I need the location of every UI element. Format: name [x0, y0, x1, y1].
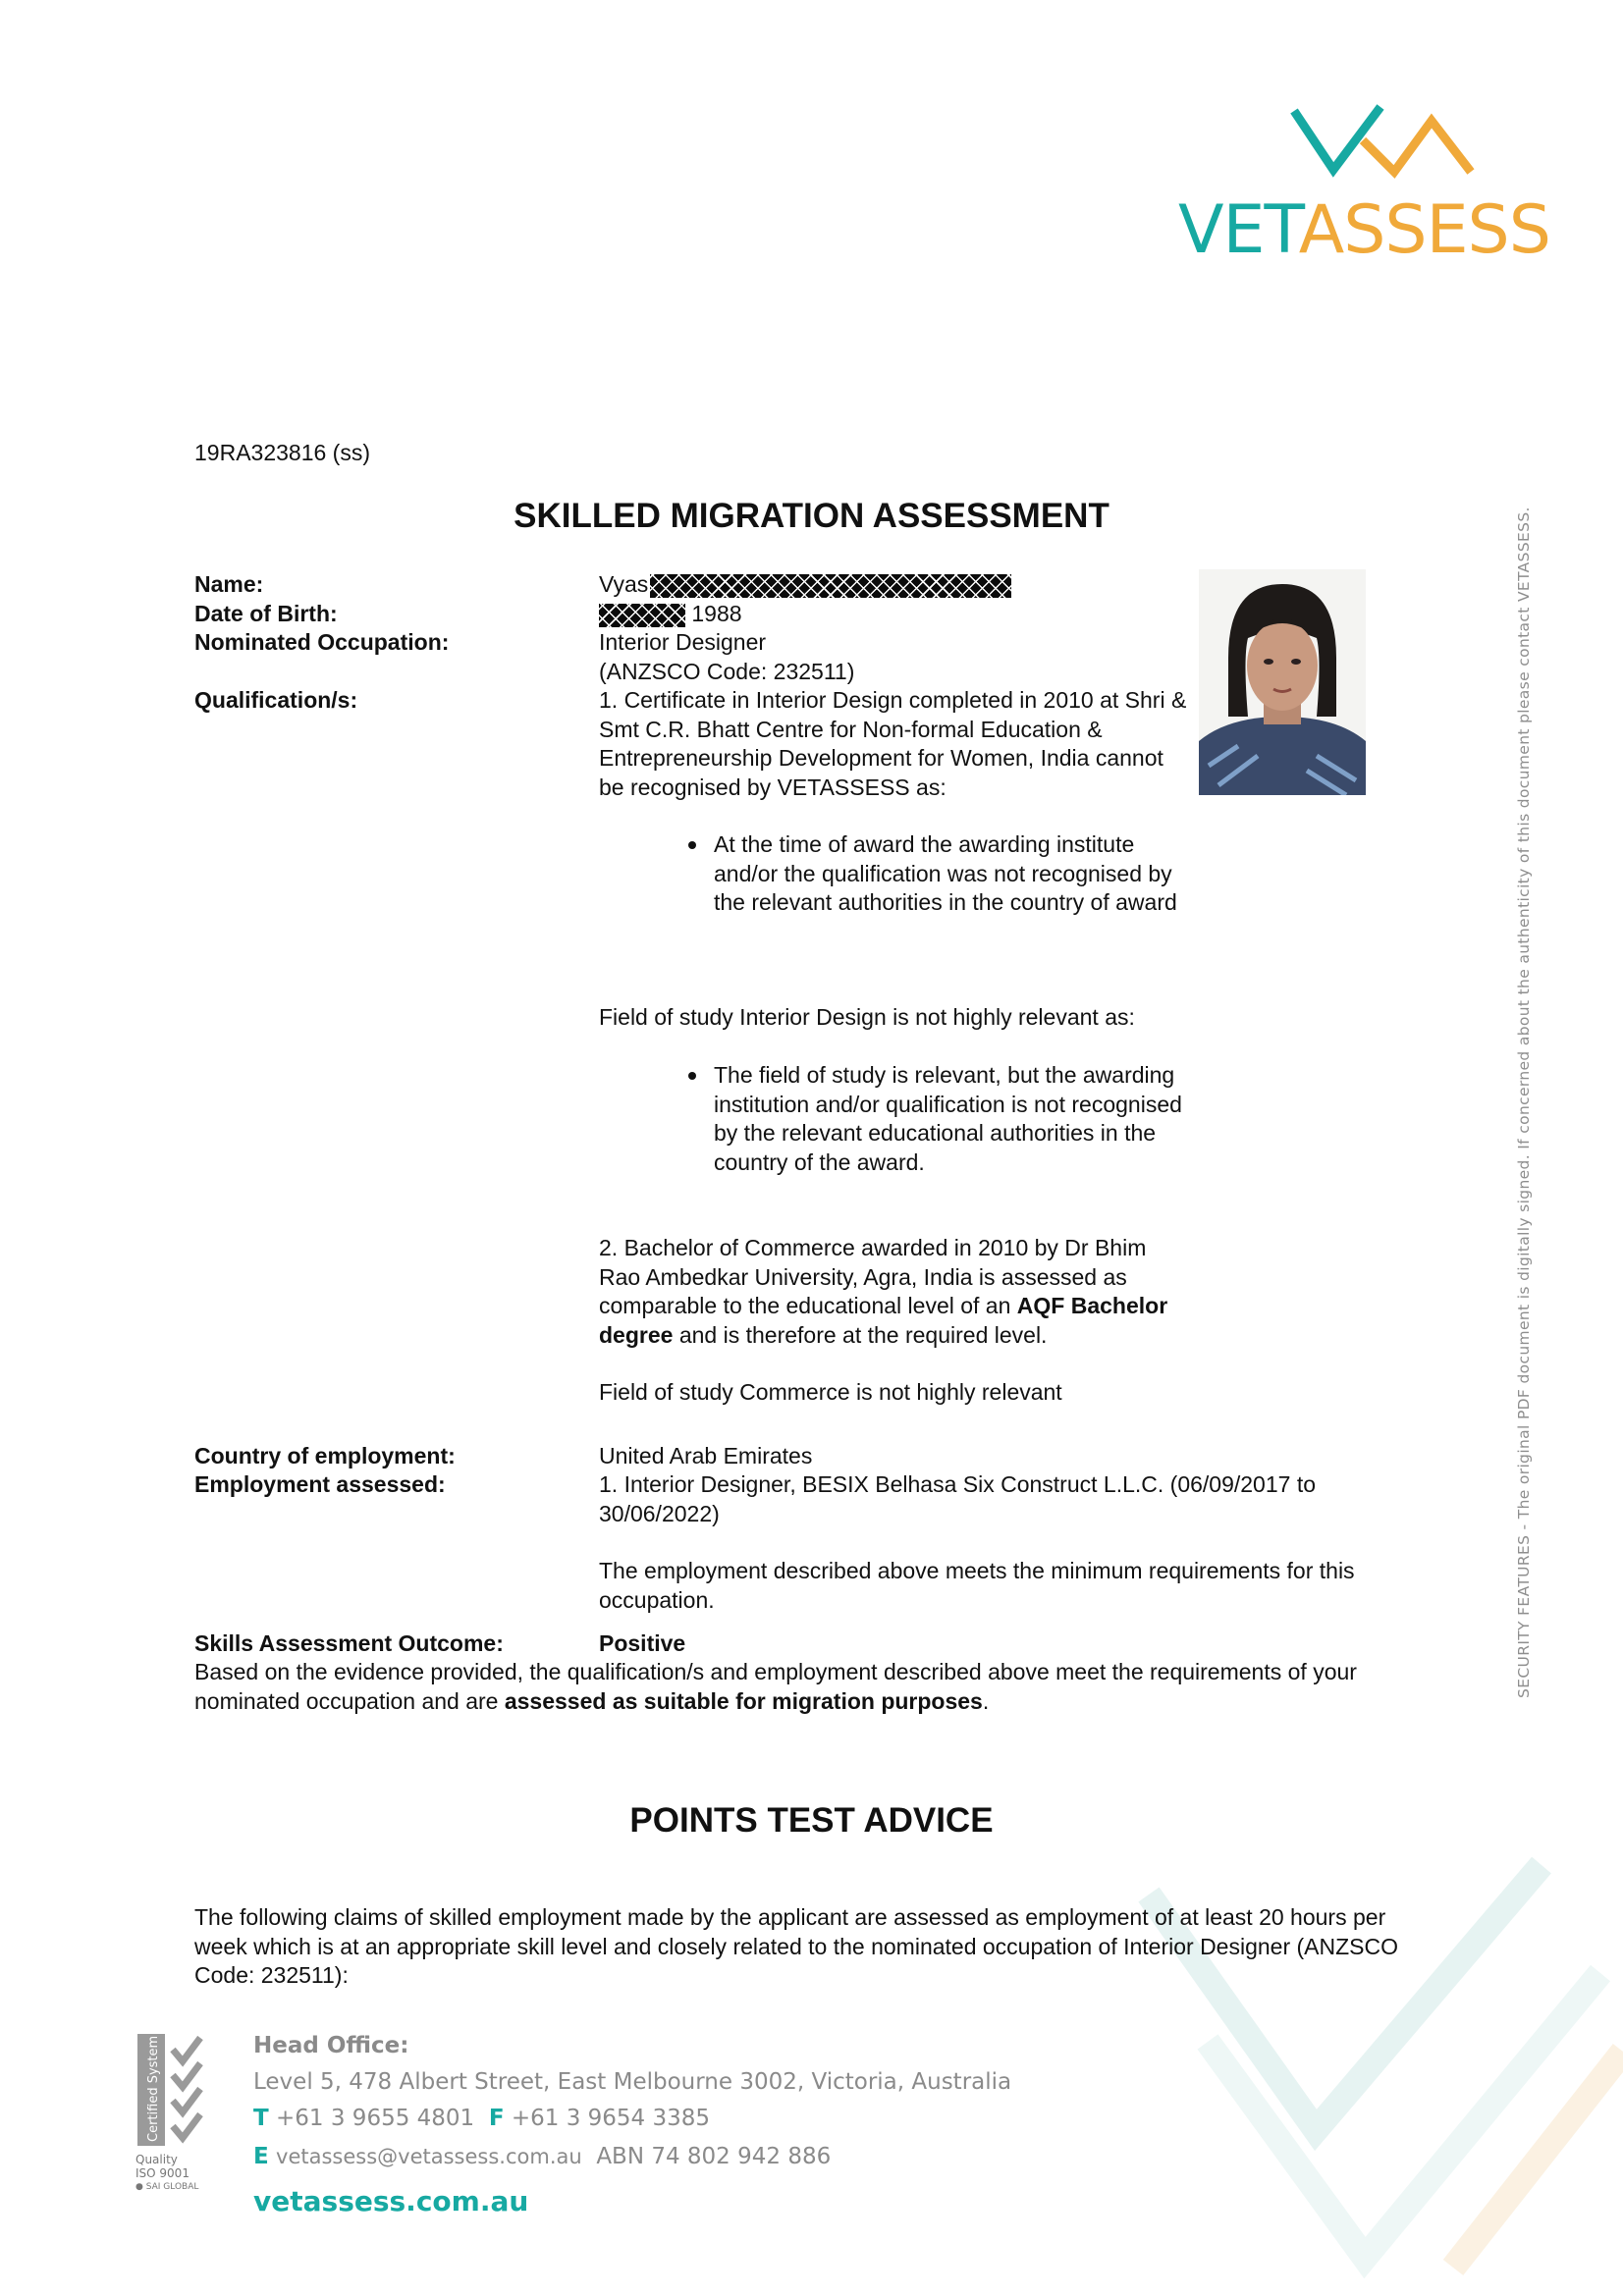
applicant-photo	[1199, 569, 1366, 795]
iso-certification-badge	[135, 2032, 214, 2199]
redacted-surname	[650, 574, 1011, 598]
employment-meets: The employment described above meets the minimum requirements for this occupation.	[599, 1558, 1355, 1613]
dob-year: 1988	[691, 601, 742, 626]
footer-office	[253, 2028, 1137, 2219]
cert-iso: ISO 9001	[135, 2166, 189, 2180]
qualification-2-field: Field of study Commerce is not highly relevant	[599, 1379, 1062, 1405]
occupation-value: Interior Designer	[599, 629, 767, 655]
abn-number: ABN 74 802 942 886	[596, 2144, 832, 2169]
country-value: United Arab Emirates	[599, 1443, 813, 1468]
office-email: E vetassess@vetassess.com.au ABN 74 802 942 886	[253, 2144, 832, 2169]
occupation-label: Nominated Occupation:	[194, 629, 450, 655]
points-text: The following claims of skilled employment made by the applicant are assessed as employment of at least 20 hours per week which is at an appropriate skill level and closely related to the nominated occupation of Interior Designer (ANZSCO Code: 232511):	[194, 1904, 1399, 1988]
qualification-1-reason: At the time of award the awarding institute and/or the qualification was not recognised by the relevant authorities in the country of award	[714, 830, 1185, 918]
logo-text-vet: VET	[1178, 191, 1299, 269]
name-text: Vyas	[599, 571, 649, 597]
qualification-2-text: 2. Bachelor of Commerce awarded in 2010 by Dr Bhim Rao Ambedkar University, Agra, India is assessed as comparable to the educational level of an AQF Bachelor degree and is therefore at the required level.	[599, 1235, 1168, 1348]
watermark-chevrons	[1129, 1806, 1623, 2296]
email-link[interactable]: vetassess@vetassess.com.au	[276, 2145, 582, 2168]
vetassess-logo	[1178, 93, 1550, 280]
points-title: POINTS TEST ADVICE	[629, 1801, 994, 1840]
office-phones: T +61 3 9655 4801 F +61 3 9654 3385	[253, 2106, 711, 2131]
cert-system-text: Certified System	[146, 2035, 161, 2142]
cert-quality: Quality	[135, 2153, 178, 2166]
logo-chevron-icon	[1284, 93, 1481, 187]
outcome-text: Based on the evidence provided, the qualification/s and employment described above meet the requirements of your nominated occupation and are assessed as suitable for migration purposes.	[194, 1659, 1357, 1714]
fax-number: +61 3 9654 3385	[511, 2106, 711, 2131]
outcome-value: Positive	[599, 1630, 686, 1656]
qualification-1-text: 1. Certificate in Interior Design completed in 2010 at Shri & Smt C.R. Bhatt Centre for Non-formal Education & Entrepreneurship Development for Women, India cannot be recognised by VETASSESS as:	[599, 687, 1187, 800]
anzsco-code: (ANZSCO Code: 232511)	[599, 659, 855, 684]
certified-system-icon	[135, 2032, 214, 2148]
qualification-1-field-reasons	[714, 1061, 1205, 1177]
qualification-1-field-reason: The field of study is relevant, but the awarding institution and/or qualification is not recognised by the relevant educational authorities in the country of the award.	[714, 1061, 1205, 1177]
cert-sai: ● SAI GLOBAL	[135, 2182, 199, 2192]
head-office-label: Head Office:	[253, 2033, 409, 2058]
country-label: Country of employment:	[194, 1443, 456, 1468]
page-title: SKILLED MIGRATION ASSESSMENT	[514, 497, 1109, 535]
qualification-label: Qualification/s:	[194, 687, 358, 713]
name-label: Name:	[194, 571, 264, 597]
office-address: Level 5, 478 Albert Street, East Melbourne 3002, Victoria, Australia	[253, 2069, 1012, 2095]
dob-label: Date of Birth:	[194, 601, 338, 626]
security-note: SECURITY FEATURES - The original PDF document is digitally signed. If concerned about the authenticity of this document please contact VETASSESS.	[1515, 507, 1533, 1698]
phone-number: +61 3 9655 4801	[276, 2106, 475, 2131]
sai-global-icon: ●	[135, 2182, 143, 2192]
redacted-dob	[599, 604, 685, 627]
employment-label: Employment assessed:	[194, 1471, 446, 1497]
reference-number: 19RA323816 (ss)	[194, 440, 370, 465]
qualification-1-reasons	[714, 830, 1185, 918]
qualification-1-field: Field of study Interior Design is not highly relevant as:	[599, 1004, 1135, 1030]
website-link[interactable]: vetassess.com.au	[253, 2185, 529, 2217]
logo-text-assess: ASSESS	[1298, 191, 1550, 269]
outcome-label: Skills Assessment Outcome:	[194, 1630, 504, 1656]
employment-value: 1. Interior Designer, BESIX Belhasa Six Construct L.L.C. (06/09/2017 to 30/06/2022)	[599, 1471, 1317, 1526]
